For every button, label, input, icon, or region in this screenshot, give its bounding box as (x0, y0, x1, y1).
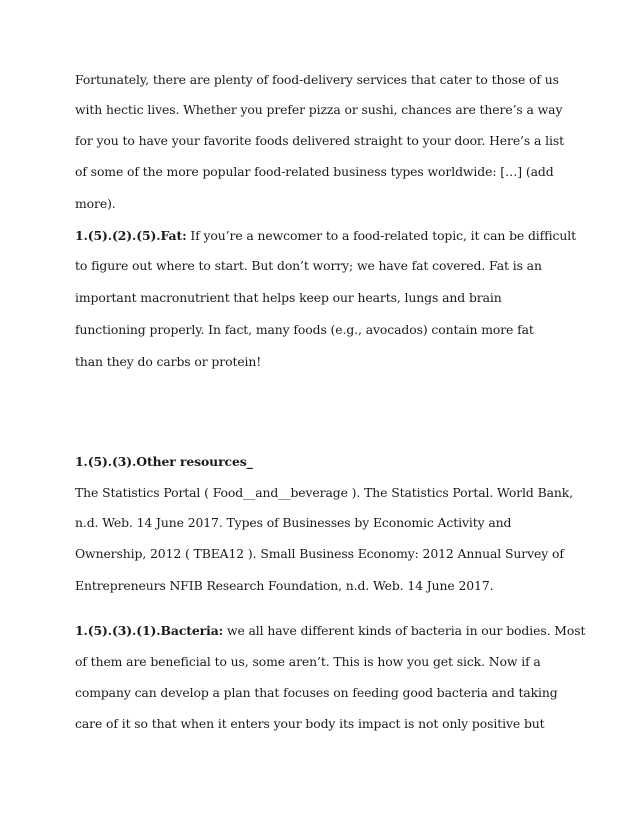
fat-first-line (75, 228, 576, 243)
paragraph-line: for you to have your favorite foods delivered straight to your door. Here’s a list (75, 133, 564, 148)
paragraph-line: Entrepreneurs NFIB Research Foundation, n.d. Web. 14 June 2017. (75, 578, 494, 593)
paragraph-line: of some of the more popular food-related business types worldwide: […] (add (75, 164, 554, 179)
paragraph-line: functioning properly. In fact, many foods (e.g., avocados) contain more fat (75, 322, 534, 337)
paragraph-line: more). (75, 196, 116, 211)
paragraph-line: with hectic lives. Whether you prefer pizza or sushi, chances are there’s a way (75, 102, 563, 117)
paragraph-line: care of it so that when it enters your body its impact is not only positive but (75, 716, 545, 731)
fat-first-line-text: If you’re a newcomer to a food-related topic, it can be difficult (186, 228, 576, 243)
paragraph-line: important macronutrient that helps keep our hearts, lungs and brain (75, 290, 502, 305)
bacteria-first-line-text: we all have different kinds of bacteria in our bodies. Most (223, 623, 586, 638)
paragraph-line: Ownership, 2012 ( TBEA12 ). Small Business Economy: 2012 Annual Survey of (75, 546, 564, 561)
paragraph-line: to figure out where to start. But don’t worry; we have fat covered. Fat is an (75, 258, 542, 273)
paragraph-line: The Statistics Portal ( Food__and__beverage ). The Statistics Portal. World Bank, (75, 485, 573, 500)
paragraph-line: of them are beneficial to us, some aren’t. This is how you get sick. Now if a (75, 654, 541, 669)
bacteria-heading: 1.(5).(3).(1).Bacteria: (75, 623, 224, 638)
paragraph-line: Fortunately, there are plenty of food-delivery services that cater to those of us (75, 72, 559, 87)
paragraph-line: n.d. Web. 14 June 2017. Types of Businesses by Economic Activity and (75, 515, 512, 530)
bacteria-first-line (75, 623, 585, 638)
other-resources-heading: 1.(5).(3).Other resources_ (75, 454, 253, 469)
fat-heading: 1.(5).(2).(5).Fat: (75, 228, 187, 243)
paragraph-line: company can develop a plan that focuses on feeding good bacteria and taking (75, 685, 558, 700)
paragraph-line: than they do carbs or protein! (75, 354, 262, 369)
